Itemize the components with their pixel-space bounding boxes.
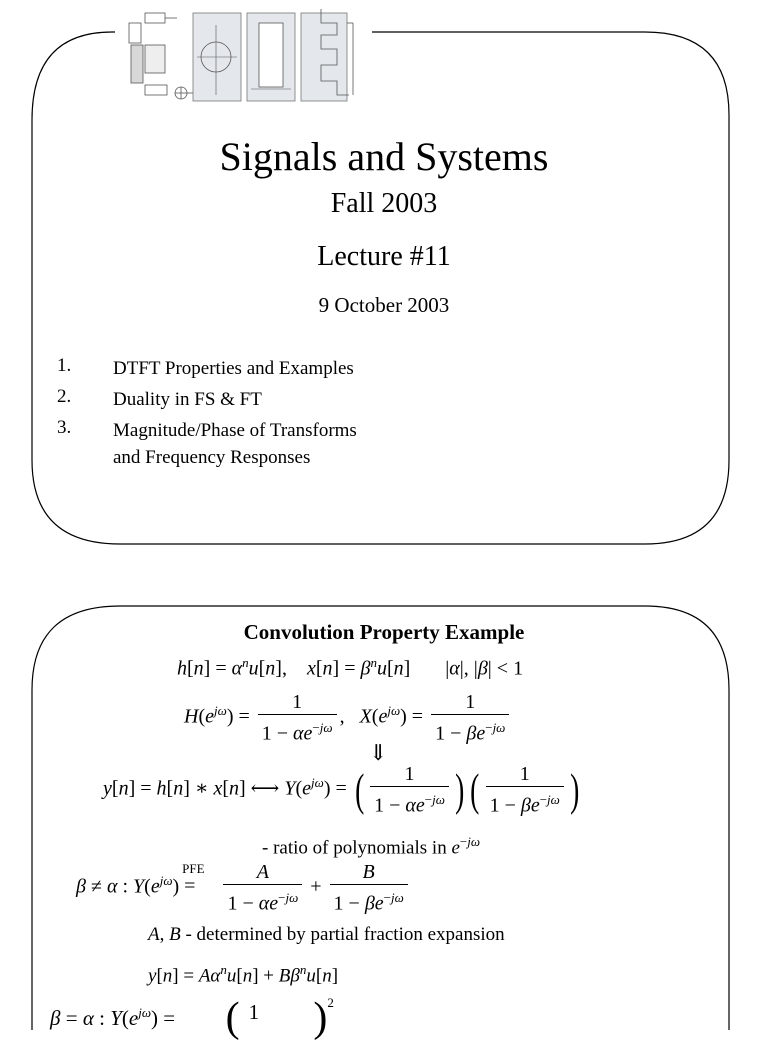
outline-item: Magnitude/Phase of Transforms <box>113 420 357 441</box>
equation-pfe: β ≠ α : $Y(e^{j\omega})$ PFE = $\frac{A}{1 - \alpha e^{-j\omega}}$ + $\frac{B}{1 - \beta e^{-j\omega}}$ <box>76 860 411 916</box>
slide-1-title: Signals and Systems <box>219 134 549 179</box>
outline-item: Duality in FS & FT <box>113 389 262 410</box>
slide-2-heading: Convolution Property Example <box>243 620 525 644</box>
note-pfe: A, B - determined by partial fraction expansion <box>148 924 505 945</box>
pfe-label: PFE <box>182 861 205 877</box>
equation-equal-case: β = α : $Y(e^{j\omega})$ = ( 1 )$^2$ <box>50 995 334 1041</box>
outline-number: 3. <box>57 417 72 438</box>
equation-transforms: $H(e^{j\omega})$ = $\frac{1}{1 - \alpha e^{-j\omega}}$ , $X(e^{j\omega})$ = $\frac{1}{1 - \beta e^{-j\omega}}$ <box>184 690 512 746</box>
note-ratio-text: - ratio of polynomials in <box>262 837 447 859</box>
equation-output: y[n] = h[n] ∗ x[n] ⟷ $Y(e^{j\omega})$ = ( $\frac{1}{1 - \alpha e^{-j\omega}}$ ) ( $\frac{1}{1 - \beta e^{-j\omega}}$ ) <box>103 763 580 817</box>
lecture-number: Lecture #11 <box>317 241 451 272</box>
equation-time-domain: $y[n] = A\alpha^nu[n] + B\beta^nu[n]$ <box>148 962 339 987</box>
course-logo-diagram <box>125 5 385 105</box>
outline-number: 1. <box>57 355 72 376</box>
lecture-date: 9 October 2003 <box>318 293 450 317</box>
outline-item-continuation: and Frequency Responses <box>113 447 311 468</box>
outline-number: 2. <box>57 386 72 407</box>
implies-arrow: ⇓ <box>369 740 388 765</box>
term: Fall 2003 <box>330 188 438 219</box>
note-pfe-text: - determined by partial fraction expansion <box>185 924 505 945</box>
equation-signals: $h[n] = \alpha^nu[n]$, $x[n] = \beta^nu[n]$ |α|, |β| < 1 <box>177 655 524 680</box>
note-ratio: - ratio of polynomials in $e^{-j\omega}$ <box>262 834 481 859</box>
outline-item: DTFT Properties and Examples <box>113 358 354 379</box>
